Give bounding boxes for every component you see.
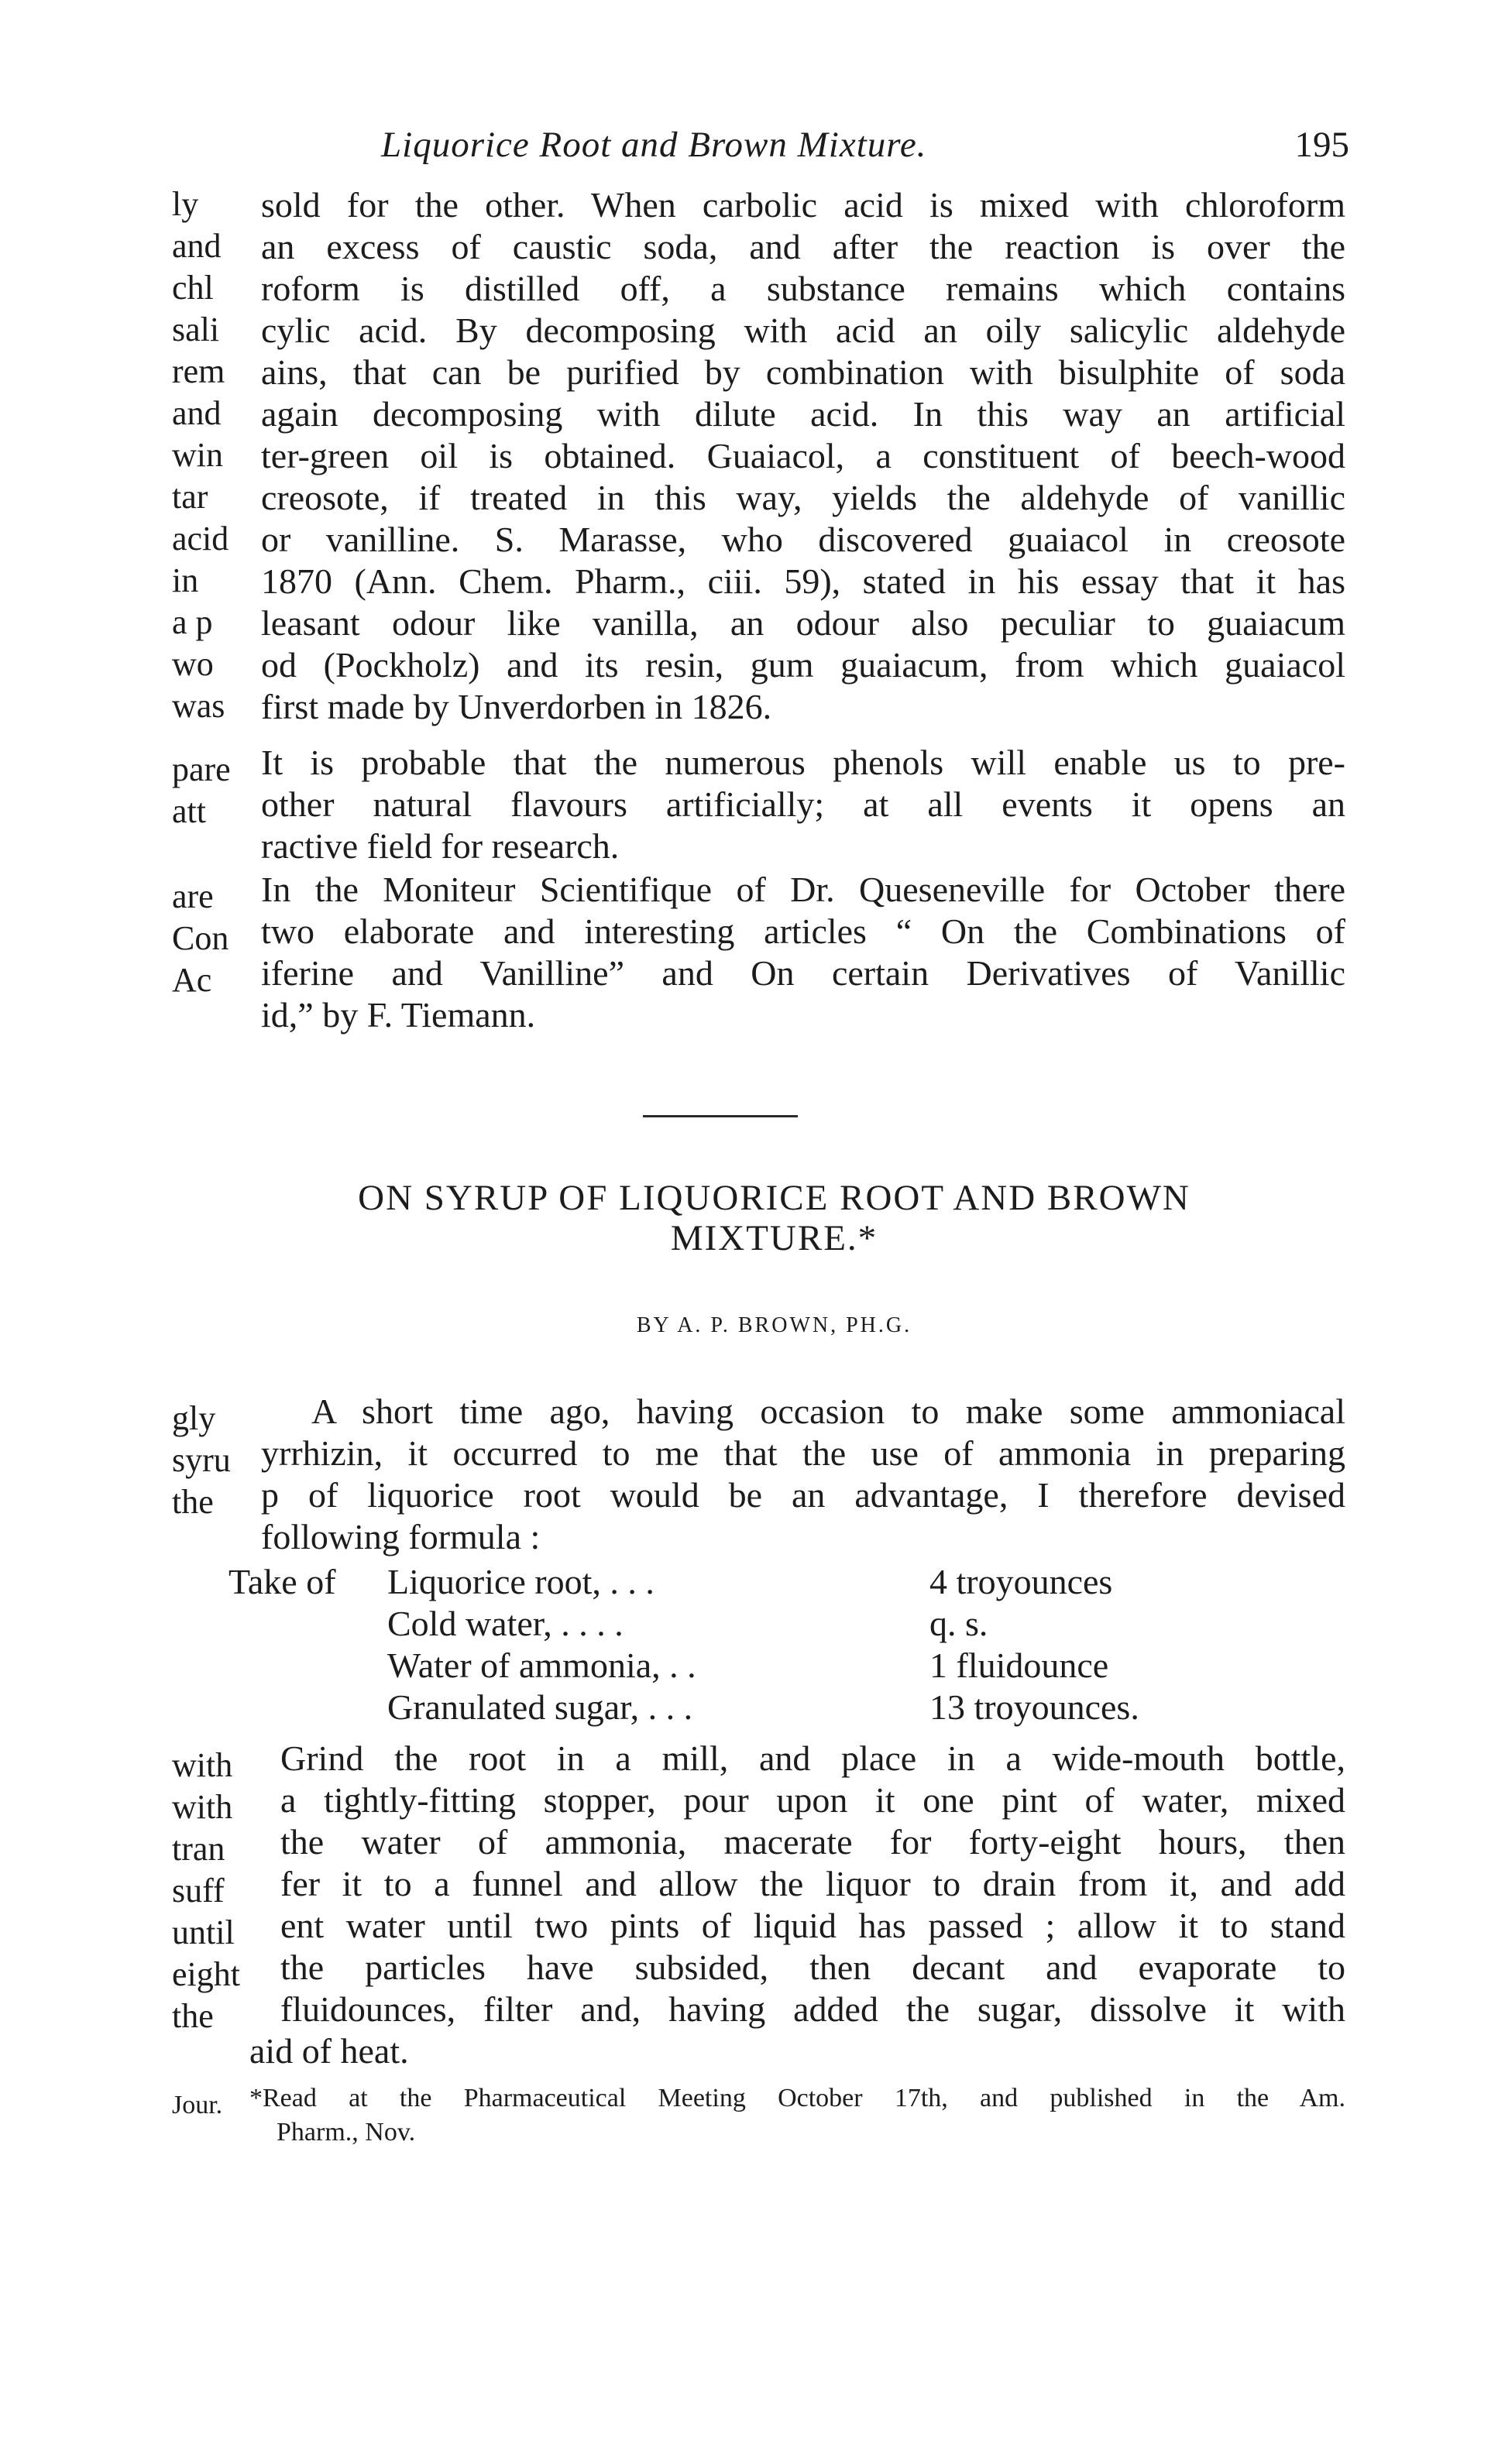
margin-fragment: att — [172, 792, 206, 830]
margin-fragment: the — [172, 1997, 214, 2035]
text-line: leasant odour like vanilla, an odour also peculiar to guaiacum — [261, 603, 1345, 643]
margin-fragment: Con — [172, 919, 229, 957]
margin-fragment: win — [172, 436, 223, 474]
paragraph-directions — [203, 1738, 1345, 2072]
article-title-line-1: ON SYRUP OF LIQUORICE ROOT AND BROWN — [358, 1178, 1190, 1218]
text-line: cylic acid. By decomposing with acid an oily salicylic aldehyde — [261, 311, 1345, 350]
recipe-lead: Take of — [228, 1562, 336, 1601]
margin-fragment: and — [172, 394, 222, 432]
margin-fragment: tar — [172, 478, 208, 516]
text-line: ractive field for research. — [261, 826, 620, 866]
margin-fragment: rem — [172, 352, 225, 390]
margin-fragment: until — [172, 1913, 235, 1951]
text-line: p of liquorice root would be an advantage, I therefore devised — [261, 1475, 1345, 1515]
recipe-quantity: 1 fluidounce — [929, 1646, 1109, 1685]
recipe-row — [228, 1561, 1235, 1603]
footnote-line: Pharm., Nov. — [277, 2118, 416, 2147]
footnote-line: *Read at the Pharmaceutical Meeting October 17th, and published in the Am. — [249, 2084, 1345, 2112]
recipe-quantity: 4 troyounces — [929, 1562, 1113, 1601]
margin-fragment: suff — [172, 1872, 225, 1910]
text-line: In the Moniteur Scientifique of Dr. Queseneville for October there — [261, 870, 1345, 909]
text-line: ent water until two pints of liquid has passed ; allow it to stand — [280, 1906, 1345, 1945]
paragraph-intro — [203, 1391, 1345, 1558]
margin-fragment: and — [172, 227, 222, 265]
text-line: aid of heat. — [249, 2031, 409, 2071]
margin-fragment: Ac — [172, 961, 212, 999]
text-line: ains, that can be purified by combination with bisulphite of soda — [261, 352, 1345, 392]
text-line: two elaborate and interesting articles “ On the Combinations of — [261, 911, 1345, 951]
margin-fragment: the — [172, 1483, 214, 1521]
text-line: an excess of caustic soda, and after the reaction is over the — [261, 227, 1345, 266]
recipe-quantity: 13 troyounces. — [929, 1687, 1139, 1727]
article-byline: BY A. P. BROWN, PH.G. — [636, 1313, 912, 1337]
text-line: fer it to a funnel and allow the liquor to drain from it, and add — [280, 1864, 1345, 1903]
text-line: the water of ammonia, macerate for forty-eight hours, then — [280, 1822, 1345, 1862]
text-line: or vanilline. S. Marasse, who discovered guaiacol in creosote — [261, 520, 1345, 559]
margin-fragment: with — [172, 1746, 233, 1784]
running-title: Liquorice Root and Brown Mixture. — [381, 125, 927, 165]
text-line: iferine and Vanilline” and On certain Derivatives of Vanillic — [261, 953, 1345, 993]
margin-fragment: are — [172, 877, 214, 915]
margin-fragment: pare — [172, 750, 231, 788]
text-line: Grind the root in a mill, and place in a wide-mouth bottle, — [280, 1738, 1345, 1778]
text-line: id,” by F. Tiemann. — [261, 995, 536, 1035]
text-line: first made by Unverdorben in 1826. — [261, 687, 772, 726]
recipe-ingredient: Liquorice root, . . . — [387, 1562, 655, 1601]
paragraph-phenols — [203, 742, 1345, 867]
margin-fragment: Jour. — [172, 2091, 223, 2119]
text-line: again decomposing with dilute acid. In this way an artificial — [261, 394, 1345, 434]
text-line: ter-green oil is obtained. Guaiacol, a constituent of beech-wood — [261, 436, 1345, 475]
margin-fragment: a p — [172, 603, 213, 641]
section-divider — [643, 1115, 798, 1117]
text-line: It is probable that the numerous phenols will enable us to pre- — [261, 743, 1345, 782]
paragraph-moniteur — [203, 869, 1345, 1036]
recipe-row — [228, 1687, 1235, 1728]
margin-fragment: acid — [172, 520, 229, 558]
margin-fragment: in — [172, 561, 199, 599]
text-line: yrrhizin, it occurred to me that the use of ammonia in preparing — [261, 1433, 1345, 1473]
footnote — [203, 2081, 1345, 2150]
margin-fragment: eight — [172, 1955, 240, 1993]
text-line: sold for the other. When carbolic acid is mixed with chloroform — [261, 185, 1345, 225]
recipe-list — [228, 1561, 1235, 1728]
recipe-row — [228, 1645, 1235, 1687]
margin-fragment: syru — [172, 1441, 231, 1479]
page-number: 195 — [1294, 125, 1349, 165]
margin-fragment: with — [172, 1788, 233, 1826]
text-line: a tightly-fitting stopper, pour upon it one pint of water, mixed — [280, 1780, 1345, 1820]
text-line: roform is distilled off, a substance remains which contains — [261, 269, 1345, 308]
margin-fragment: tran — [172, 1830, 225, 1868]
text-line: od (Pockholz) and its resin, gum guaiacum, from which guaiacol — [261, 645, 1345, 685]
running-head — [203, 124, 1349, 170]
margin-fragment: gly — [172, 1399, 216, 1437]
margin-fragment: ly — [172, 185, 199, 223]
text-line: A short time ago, having occasion to make some ammoniacal — [311, 1392, 1345, 1431]
recipe-ingredient: Cold water, . . . . — [387, 1604, 624, 1643]
text-line: the particles have subsided, then decant and evaporate to — [280, 1948, 1345, 1987]
text-line: fluidounces, filter and, having added the sugar, dissolve it with — [280, 1989, 1345, 2029]
margin-fragment: was — [172, 687, 225, 725]
recipe-ingredient: Granulated sugar, . . . — [387, 1687, 693, 1727]
margin-fragment: chl — [172, 269, 214, 307]
recipe-row — [228, 1603, 1235, 1645]
text-line: other natural flavours artificially; at all events it opens an — [261, 784, 1345, 824]
paragraph-salicylic — [203, 184, 1345, 728]
text-line: following formula : — [261, 1517, 541, 1556]
article-title-line-2: MIXTURE.* — [670, 1218, 878, 1258]
margin-fragment: wo — [172, 645, 214, 683]
recipe-quantity: q. s. — [929, 1604, 988, 1643]
recipe-ingredient: Water of ammonia, . . — [387, 1646, 696, 1685]
text-line: 1870 (Ann. Chem. Pharm., ciii. 59), stated in his essay that it has — [261, 561, 1345, 601]
margin-fragment: sali — [172, 311, 220, 348]
text-line: creosote, if treated in this way, yields the aldehyde of vanillic — [261, 478, 1345, 517]
